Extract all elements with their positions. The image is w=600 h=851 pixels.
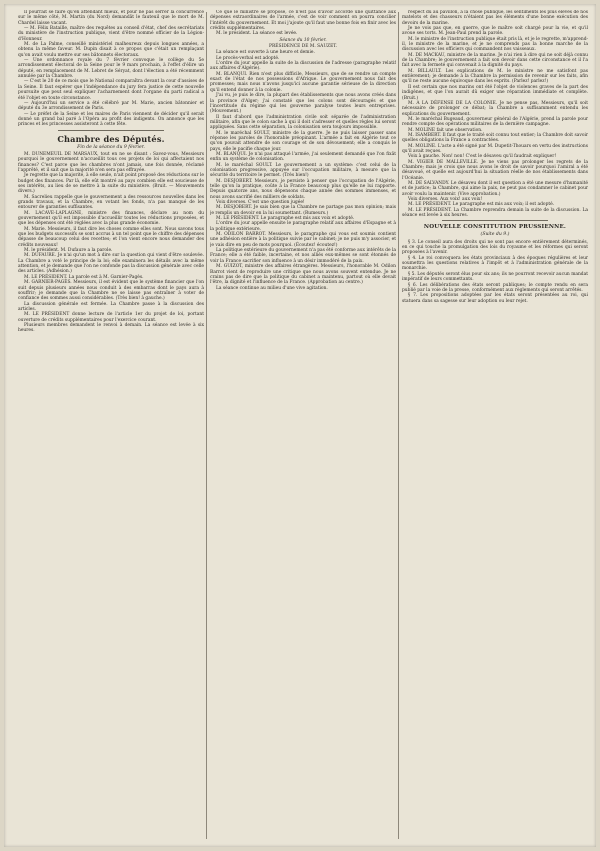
paragraph: M. le maréchal SOULT. Le gouvernement a un système: c'est celui de la colonisation progressive, appuyée sur l'occupation militaire, à mesure que la sécurité du territoire le permet. (Très bien!) — [210, 162, 396, 179]
paragraph: J'ai vu, je puis le dire, la plupart des établissements que nous avons créés dans la province d'Alger; j'ai constaté que les colons sont découragés et que l'incertitude du régime qui les gouverne paralyse toutes leurs entreprises. (Mouvement.) — [210, 93, 396, 115]
paragraph: respect dû au pavillon, à la chose publique, les sentiments les plus élevés de nos matelots et des chasseurs n'étaient pas les éléments d'une bonne exécution des devoirs de la marine. — [402, 10, 588, 26]
paragraph: § 6. Les délibérations des états seront publiques; le compte rendu en sera publié par la voie de la presse, conformément aux règlements qui seront arrêtés. — [402, 282, 588, 293]
paragraph: Il pourrait se faire qu'en attendant mieux, et pour ne pas serrer la concurrence sur le même côté, M. Martin (du Nord) demandât le fauteuil que le mort de M. Chardel laisse vacant. — [18, 10, 204, 26]
paragraph: § 4. Le roi convoquera les états provinciaux à des époques régulières et leur soumettra les questions relatives à l'impôt et à l'administration générale de la monarchie. — [402, 255, 588, 272]
paragraph: M. Sacrelieu rappelle que le gouvernement a des ressources nouvelles dans les grands travaux, et la Chambre, en votant les fonds, n'a pas manqué de les entourer de garanties suffisantes. — [18, 194, 204, 211]
section-divider — [58, 130, 164, 131]
paragraph: M. A LA DÉFENSE DE LA COLONIE. Je ne pense pas, Messieurs, qu'il soit nécessaire de prolonger ce débat; la Chambre a suffisamment entendu les explications du gouvernement. — [402, 100, 588, 117]
paragraph: M. le président. M. Dufaure a la parole. — [24, 248, 113, 254]
paragraph: M. VIGIER DE MALLEVILLE. Je ne viens pas prolonger les regrets de la Chambre; mais je crois que nous avons le droit de savoir pourquoi l'amiral a été désavoué, et quelle est aujourd'hui la situation réelle de nos établissements dans l'Océanie. — [402, 159, 588, 181]
paragraph: M. GARNIER-PAGÈS. Messieurs, il est évident que le système financier que l'on suit depuis plusieurs années nous conduit à des embarras dont le pays aura à souffrir; je demande que la Chambre ne se laisse pas entraîner à voter de confiance des sommes aussi considérables. (Très bien! à gauche.) — [18, 280, 204, 302]
paragraph: M. BLANQUI. Je n'ai pas attaqué l'armée, j'ai seulement demandé que l'on fixât enfin un système de colonisation. — [210, 151, 396, 163]
paragraph: Il faut d'abord que l'administration civile soit séparée de l'administration militaire, afin que le colon sache à qui il doit s'adresser et quelles règles lui seront appliquées. Sans cette séparation, la colonisation sera toujours impossible. — [210, 114, 396, 131]
paragraph: M. DUNEMEUIL DE MARSAUX, tout en ne se disant : Savez-vous, Messieurs pourquoi le gouvernement n'accueillit tous ces projets de loi qui affectaient nos finances? C'est parce que les chambres n'ont jamais, une fois donnée, réclamé l'apprêté, et il sait que la majorité n'en sera pas effrayée. — [18, 151, 204, 173]
paragraph: M. de La Palme, conseillé ministériel malheureux depuis longues années, a obtenu la même faveur. M. Dupin disait à ce propos que c'était un remplaçant qu'on avait voulu mettre sur ses bâtonnets électoraux. — [18, 42, 204, 58]
paragraph: Plusieurs membres demandent le renvoi à demain. La séance est levée à six heures. — [18, 322, 204, 334]
paragraph: Voix diverses. Aux voix! aux voix! — [408, 197, 483, 203]
paragraph: M. BLANQUI. Rien n'est plus difficile, Messieurs, que de se rendre un compte exact de l'état de nos possessions d'Afrique. Le gouvernement nous fait des promesses; mais nous n'avons jusqu'ici aucune garantie sérieuse de la direction qu'il entend donner à la colonie. — [210, 71, 396, 93]
column-1-top — [18, 10, 204, 128]
presidency-line: PRÉSIDENCE DE M. SAUZET. — [269, 44, 337, 50]
paragraph: — Une ordonnance royale du 7 février convoque le collège du 5e arrondissement électoral de la Seine pour le 9 mars prochain, à l'effet d'élire un député, en remplacement de M. Lebret de Séryat, dont l'élection a été récemment annulée par la Chambre. — [18, 58, 204, 80]
paragraph: M. LE PRÉSIDENT. Le paragraphe est mis aux voix et adopté. — [216, 216, 355, 222]
paragraph: M. LE PRÉSIDENT. Le paragraphe est mis aux voix; il est adopté. — [408, 202, 555, 208]
column-2-body — [210, 50, 396, 290]
paragraph: M. DUFAURE. Je n'ai qu'un mot à dire sur la question qui vient d'être soulevée. La Chambre a voté le principe de la loi; elle examinera les détails avec la même attention, et je demande que l'on ne confonde pas la discussion générale avec celle des articles. (Adhésion.) — [18, 253, 204, 275]
paragraph: M. LACAVE-LAPLAGNE, ministre des finances, déclare au nom du gouvernement qu'il est impossible d'accueillir toutes les réductions proposées, et que les dépenses ont été réglées avec la plus grande économie. — [18, 210, 204, 227]
column-2 — [210, 10, 396, 841]
column-3-tail — [402, 240, 588, 304]
paragraph: M. LE PRÉSIDENT. La parole est à M. Garnier-Pagès. — [24, 274, 144, 280]
newspaper-page — [4, 4, 596, 847]
paragraph: M. DE MACKAU, ministre de la marine. Je n'ai rien à dire qui ne soit déjà connu de la Chambre; le gouvernement a fait son devoir dans cette circonstance et il l'a fait avec la fermeté qui convenait à la dignité du pays. — [402, 52, 588, 69]
paragraph: La politique extérieure du gouvernement n'a pas été conforme aux intérêts de la France; elle a été faible, incertaine, et nos alliés eux-mêmes se sont étonnés de voir la France sacrifier son influence à un désir immodéré de la paix. — [210, 248, 396, 264]
session-heading: Séance du 10 février. — [279, 37, 327, 43]
section-heading-prussian: NOUVELLE CONSTITUTION PRUSSIENNE. — [423, 224, 567, 231]
paragraph: Ce que le ministre se propose, ce n'est pas d'avoir accordé une quittance aux dépenses extraordinaires de l'armée, c'est de voir comment on pourra concilier l'intérêt du gouvernement. Et moi j'ajoute qu'il faut une bonne fois en finir avec les crédits supplémentaires. — [210, 10, 396, 32]
paragraph: § 3. Le conseil aura des droits qui ne sont pas encore entièrement déterminés, en ce qui touche la promulgation des lois du royaume et les réformes qui seront proposées à l'avenir. — [402, 239, 588, 256]
paragraph: § 7. Les propositions adoptées par les états seront présentées au roi, qui statuera dans sa sagesse sur leur adoption ou leur rejet. — [402, 293, 588, 304]
paragraph: M. MOLINE. L'acte a été signé par M. Dupetit-Thouars en vertu des instructions qu'il avait reçues. — [402, 143, 588, 154]
section-subheading: (Suite du 9.) — [480, 232, 510, 238]
paragraph: — Le préfet de la Seine et les maires de Paris viennent de décider qu'il serait donné un grand bal paré à l'Opéra au profit des indigents. On annonce que les princes et les princesses assisteront à cette fête. — [18, 111, 204, 128]
column-3-top — [402, 10, 588, 53]
paragraph: La séance est ouverte à une heure et demie. — [216, 50, 315, 56]
paragraph: Je ne vois pas que, en guerre, que le maître soit chargé pour la vie, et qu'il avoue ses torts. M. Jean-Paul prend la parole. — [402, 26, 588, 37]
paragraph: L'ordre du jour appelle ensuite le paragraphe relatif aux affaires d'Espagne et à la politique extérieure. — [210, 221, 396, 232]
section-subheading: Fin de la séance du 9 février. — [77, 144, 145, 150]
column-1-body — [18, 152, 204, 334]
column-3-body — [402, 53, 588, 219]
paragraph: § 5. Les députés seront élus pour six ans; ils ne pourront recevoir aucun mandat impératif de leurs commettants. — [402, 271, 588, 283]
paragraph: M. DE SALVANDY. Le désaveu dont il est question a été une mesure d'humanité et de justice; la Chambre, qui aime la paix, ne peut pas condamner le cabinet pour avoir voulu la maintenir. (Vive approbation.) — [402, 181, 588, 197]
paragraph: M. BILLAULT. Les explications de M. le ministre ne me satisfont pas entièrement; je demande à la Chambre la permission de revenir sur les faits, afin qu'il ne reste aucune équivoque dans les esprits. (Parlez! parlez!) — [402, 68, 588, 85]
column-3 — [402, 10, 588, 841]
paragraph: M. ODILON BARROT. Messieurs, le paragraphe qui vous est soumis contient une adhésion entière à la politique suivie par le cabinet; je ne puis m'y associer, et je vais dire en peu de mots pourquoi. (Écoutez! écoutez!) — [210, 232, 396, 248]
paragraph: M. le maréchal SOULT, ministre de la guerre. Je ne puis laisser passer sans réponse les paroles de l'honorable préopinant. L'armée a fait en Algérie tout ce qu'on pouvait attendre de son courage et de son dévouement; elle a conquis le pays, elle le pacifie chaque jour. — [210, 130, 396, 152]
paragraph: Il est certain que nos marins ont été l'objet de violences graves de la part des indigènes, et que l'on aurait dû exiger une réparation immédiate et complète. (Bruit.) — [402, 84, 588, 101]
paragraph: M. LE PRÉSIDENT donne lecture de l'article 1er du projet de loi, portant ouverture de crédits supplémentaires pour l'exercice courant. — [18, 312, 204, 323]
paragraph: M. DESJOBERT. Messieurs, je persiste à penser que l'occupation de l'Algérie, telle qu'on la pratique, coûte à la France beaucoup plus qu'elle ne lui rapporte. Depuis quatorze ans, nous dépensons chaque année des sommes immenses, et nous avons sacrifié des milliers de soldats. — [210, 178, 396, 200]
paragraph: M. DESJOBERT. Je sais bien que la Chambre ne partage pas mon opinion; mais je remplis un devoir en la lui soumettant. (Rumeurs.) — [210, 205, 396, 216]
paragraph: M. le ministre de l'instruction publique était pris là, et je le regrette, m'apprend-il, le ministre de la marine, et je ne comprends pas la bonne marche de la discussion avec les officiers qui commandent nos vaisseaux. — [402, 36, 588, 53]
paragraph: M. LE PRÉSIDENT. La Chambre reprendra demain la suite de la discussion. La séance est levée à six heures. — [402, 207, 588, 219]
paragraph: M. le maréchal Bugeaud, gouverneur général de l'Algérie, prend la parole pour rendre compte des opérations militaires de la dernière campagne. — [402, 116, 588, 128]
paragraph: M. MOLINE fait une observation. — [408, 127, 483, 133]
paragraph: L'ordre du jour appelle la suite de la discussion de l'adresse (paragraphe relatif aux affaires d'Algérie). — [210, 61, 396, 72]
paragraph: M. ISAMBERT. Il faut que le traité soit connu tout entier; la Chambre doit savoir quelles obligations la France a contractées. — [402, 132, 588, 144]
paragraph: Voix diverses. C'est une question jugée! — [216, 200, 305, 206]
column-rule — [206, 12, 207, 839]
paragraph: — M. Félix Bataille, maître des requêtes au conseil d'état, chef des secrétariats du ministère de l'instruction publique, vient d'être nommé officier de la Légion-d'Honneur. — [18, 26, 204, 42]
column-1 — [18, 10, 204, 841]
paragraph: Je regrette que la majorité, à elle seule, n'ait point proposé des réductions sur le budget des finances. Par là, elle eût montré au pays combien elle est soucieuse de ses intérêts, au lieu de se mettre à la suite du ministère. (Bruit. — Mouvements divers.) — [18, 173, 204, 195]
paragraph: — C'est le 20 de ce mois que le National comparaîtra devant la cour d'assises de la Seine. Il faut espérer que l'indépendance du jury fera justice de cette nouvelle poursuite que peut seul expliquer l'acharnement dont l'organe du parti radical a été l'objet en toute circonstance. — [18, 79, 204, 101]
paragraph: — Aujourd'hui un service a été célébré par M. Marie, ancien bâtonnier et député du 3e arrondissement de Paris. — [18, 100, 204, 112]
paragraph: M. le président. La séance est levée. — [216, 31, 298, 37]
section-heading-chambre: Chambre des Députés. — [57, 133, 165, 144]
paragraph: La séance continue au milieu d'une vive agitation. — [216, 285, 328, 291]
column-2-top — [210, 10, 396, 37]
paragraph: M. GUIZOT, ministre des affaires étrangères. Messieurs, l'honorable M. Odilon Barrot vient de reproduire une critique que nous avons souvent entendue. Je ne crains pas de dire que la politique du cabinet a maintenu, partout où elle devait l'être, la dignité et l'influence de la France. (Approbation au centre.) — [210, 264, 396, 286]
paragraph: La discussion générale est fermée. La Chambre passe à la discussion des articles. — [18, 301, 204, 312]
section-divider — [442, 220, 548, 221]
column-rule — [398, 12, 399, 839]
paragraph: M. Marie. Messieurs, il faut dire les choses comme elles sont. Nous savons tous que les budgets successifs se sont accrus à un tel point que le chiffre des dépenses dépasse de beaucoup celui des recettes; et l'on vient encore nous demander des crédits nouveaux! — [18, 226, 204, 248]
paragraph: Le procès-verbal est adopté. — [216, 55, 280, 61]
paragraph: Voix à gauche. Non! non! C'est le désaveu qu'il faudrait expliquer! — [408, 154, 557, 160]
